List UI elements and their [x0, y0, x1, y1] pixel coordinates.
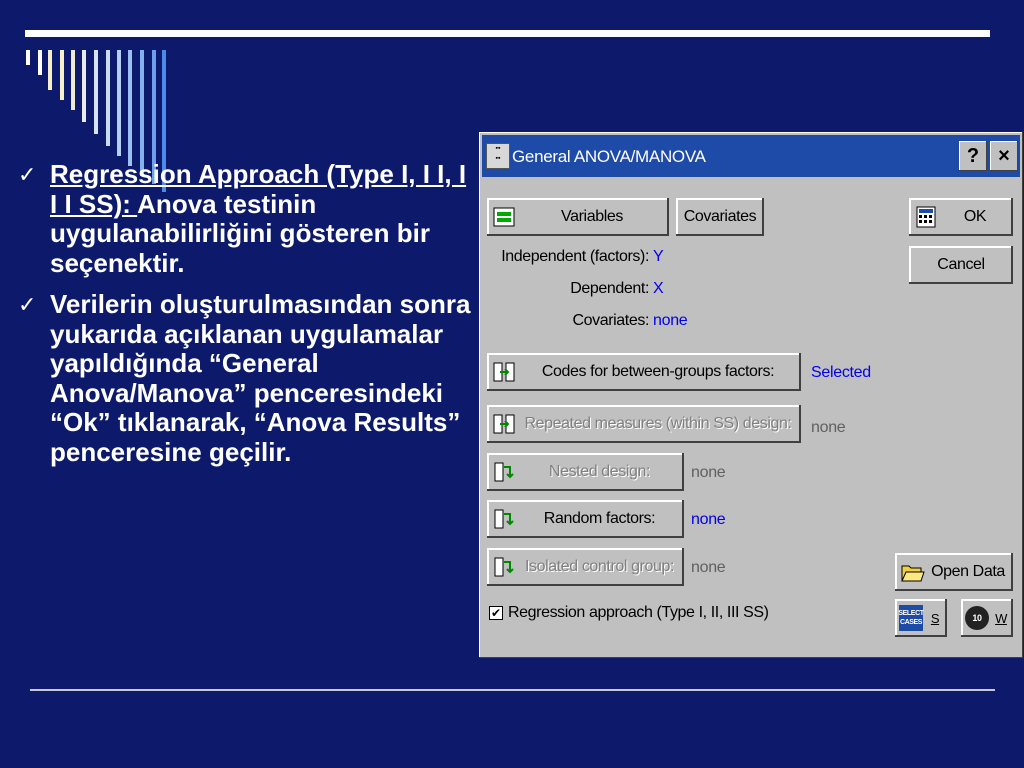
- independent-label: Independent (factors):: [501, 248, 649, 265]
- weight-button[interactable]: 10 W: [961, 599, 1013, 637]
- bullet1-text: Anova testinin uygulanabilirliğini gösteren bir seçenektir.: [50, 188, 430, 278]
- regression-approach-checkbox[interactable]: ✔: [490, 606, 502, 620]
- codes-button[interactable]: Codes for between-groups factors:: [487, 353, 801, 391]
- app-icon: ▪▪ ▪▪: [486, 143, 510, 169]
- nested-design-icon: [493, 461, 515, 483]
- covariates-value: none: [653, 312, 688, 329]
- help-button[interactable]: ?: [959, 141, 987, 171]
- weight-icon: 10: [965, 606, 989, 630]
- repeated-measures-button[interactable]: Repeated measures (within SS) design:: [487, 405, 801, 443]
- random-factors-icon: [493, 508, 515, 530]
- checkmark-icon: ✓: [18, 162, 37, 187]
- bottom-divider-line: [30, 689, 995, 691]
- random-factors-button[interactable]: Random factors:: [487, 500, 684, 538]
- checkmark-icon: ✓: [18, 292, 37, 317]
- random-value: none: [691, 511, 726, 528]
- close-button[interactable]: ×: [990, 141, 1018, 171]
- select-cases-icon: SELECT CASES: [899, 605, 923, 631]
- bullet2-text: Verilerin oluşturulmasından sonra yukarıda açıklanan uygulamalar yapıldığında “General Anova/Manova” penceresindeki “Ok” tıklanarak, “Anova Results” penceresine geçilir.: [50, 289, 471, 467]
- top-divider-line: [25, 30, 990, 37]
- open-data-button[interactable]: Open Data: [895, 553, 1013, 591]
- regression-approach-link-text: Regression Approach (Type I, I I, I I I SS):: [50, 159, 467, 219]
- regression-approach-label: Regression approach (Type I, II, III SS): [508, 604, 769, 621]
- codes-value: Selected: [811, 364, 871, 381]
- dependent-label: Dependent:: [570, 280, 649, 297]
- folder-icon: [901, 561, 923, 583]
- variables-icon: [493, 206, 515, 228]
- bullet-list: [18, 160, 473, 479]
- codes-icon: [493, 361, 515, 383]
- cancel-button[interactable]: Cancel: [909, 246, 1013, 284]
- repeated-value: none: [811, 419, 846, 436]
- bullet-item-verilerin: [18, 290, 473, 467]
- covariates-button[interactable]: Covariates: [676, 198, 764, 236]
- calculator-icon: [915, 206, 937, 228]
- isolated-value: none: [691, 559, 726, 576]
- nested-design-button[interactable]: Nested design:: [487, 453, 684, 491]
- select-cases-button[interactable]: SELECT CASES S: [895, 599, 947, 637]
- nested-value: none: [691, 464, 726, 481]
- dialog-titlebar[interactable]: [482, 135, 1020, 177]
- covariates-label: Covariates:: [572, 312, 649, 329]
- general-anova-manova-dialog: [479, 132, 1023, 658]
- regression-approach-checkbox-row[interactable]: [489, 604, 769, 622]
- isolated-control-icon: [493, 556, 515, 578]
- bullet-item-regression: [18, 160, 473, 278]
- repeated-measures-icon: [493, 413, 515, 435]
- independent-value: Y: [653, 248, 664, 265]
- variables-button[interactable]: Variables: [487, 198, 669, 236]
- isolated-control-group-button[interactable]: Isolated control group:: [487, 548, 684, 586]
- ok-button[interactable]: OK: [909, 198, 1013, 236]
- dialog-title: General ANOVA/MANOVA: [512, 147, 706, 166]
- dependent-value: X: [653, 280, 664, 297]
